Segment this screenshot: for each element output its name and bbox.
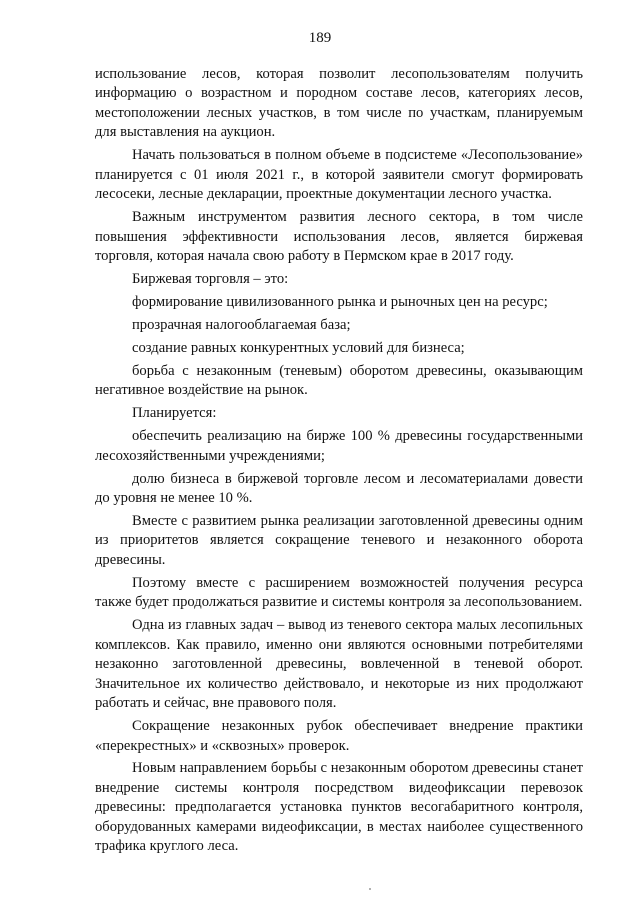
paragraph: Поэтому вместе с расширением возможностей получения ресурса также будет продолжаться развитие и системы контроля за лесопользованием. (95, 574, 583, 611)
paragraph: борьба с незаконным (теневым) оборотом древесины, оказывающим негативное воздействие на рынок. (95, 362, 583, 399)
paragraph: Начать пользоваться в полном объеме в подсистеме «Лесопользование» планируется с 01 июля 2021 г., в которой заявители смогут формировать лесосеки, лесные декларации, проектные документации лесного участка. (95, 147, 583, 203)
scan-speck (369, 888, 371, 890)
paragraph: прозрачная налогооблагаемая база; (132, 316, 351, 333)
paragraph: формирование цивилизованного рынка и рыночных цен на ресурс; (132, 293, 548, 310)
body-text (95, 65, 583, 860)
paragraph: использование лесов, которая позволит лесопользователям получить информацию о возрастном и породном составе лесов, категориях лесов, местоположении лесных участков, в том числе по участкам, планируемым для выставления на аукцион. (95, 66, 583, 141)
paragraph: создание равных конкурентных условий для бизнеса; (132, 339, 465, 356)
paragraph: Вместе с развитием рынка реализации заготовленной древесины одним из приоритетов является сокращение теневого и незаконного оборота древесины. (95, 513, 583, 568)
paragraph: Одна из главных задач – вывод из теневого сектора малых лесопильных комплексов. Как правило, именно они являются основными потребителями незаконно заготовленной древесины, вовлеченной в теневой оборот. Значительное их количество действовало, и некоторые из них продолжают работать и сейчас, вне правового поля. (95, 617, 583, 712)
paragraph: Новым направлением борьбы с незаконным оборотом древесины станет внедрение системы контроля посредством видеофиксации перевозок древесины: предполагается установка пунктов весогабаритного контроля, оборудованных камерами видеофиксации, в местах наиболее существенного трафика круглого леса. (95, 760, 583, 855)
paragraph: долю бизнеса в биржевой торговле лесом и лесоматериалами довести до уровня не менее 10 %. (95, 470, 583, 507)
paragraph: Биржевая торговля – это: (132, 271, 289, 288)
paragraph: Планируется: (132, 405, 217, 422)
paragraph: обеспечить реализацию на бирже 100 % древесины государственными лесохозяйственными учреждениями; (95, 428, 583, 464)
page-number: 189 (308, 30, 332, 46)
paragraph: Сокращение незаконных рубок обеспечивает внедрение практики «перекрестных» и «сквозных» проверок. (95, 718, 583, 754)
paragraph: Важным инструментом развития лесного сектора, в том числе повышения эффективности использования лесов, является биржевая торговля, которая начала свою работу в Пермском крае в 2017 году. (95, 209, 583, 265)
